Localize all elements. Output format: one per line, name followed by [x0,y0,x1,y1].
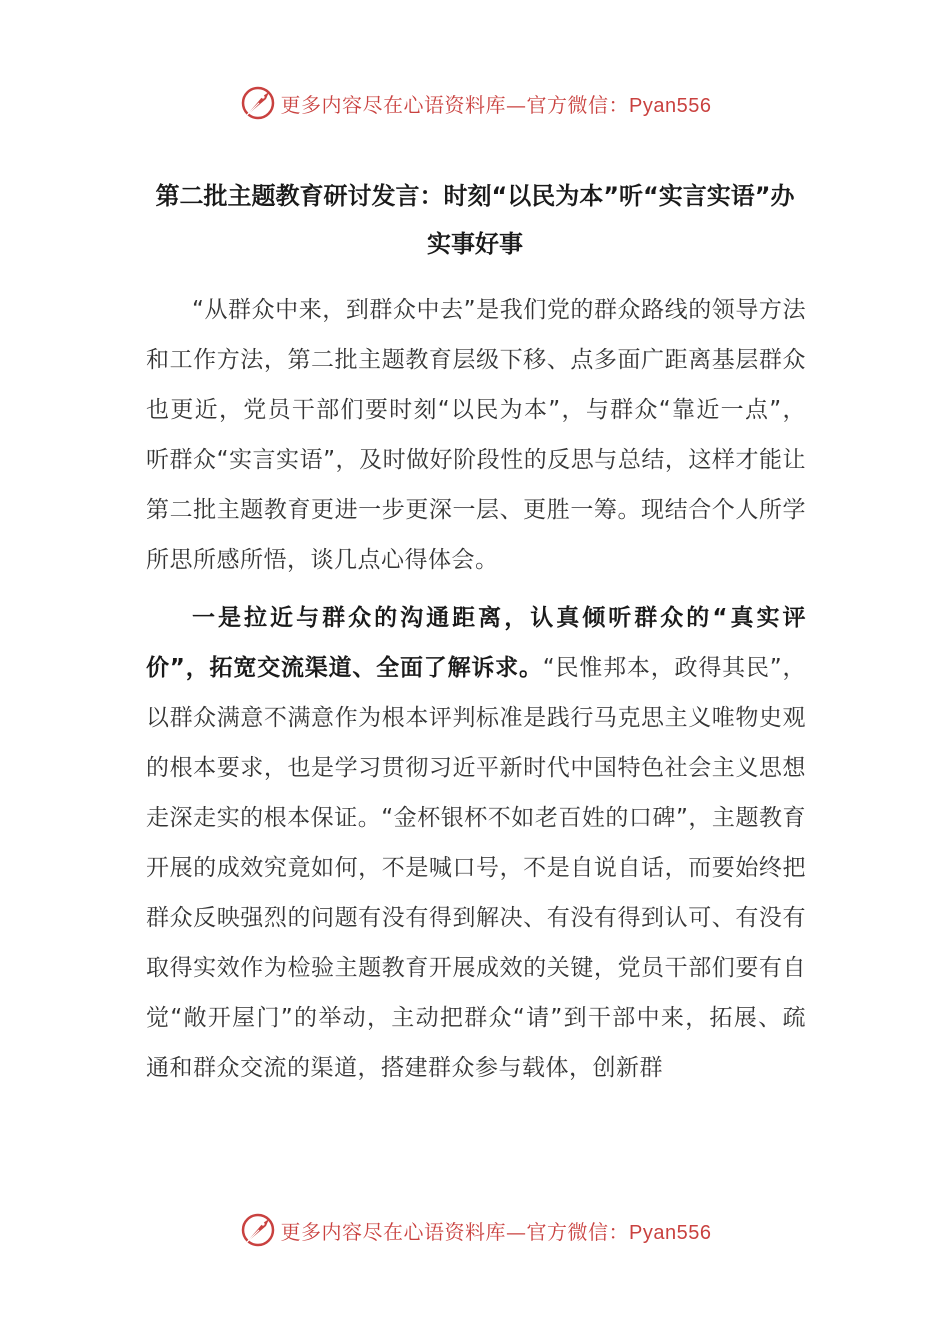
pen-nib-logo-icon [239,84,277,122]
paragraph-text: “从群众中来，到群众中去”是我们党的群众路线的领导方法和工作方法，第二批主题教育层级下移、点多面广距离基层群众也更近，党员干部们要时刻“以民为本”，与群众“靠近一点”，听群众“实言实语”，及时做好阶段性的反思与总结，这样才能让第二批主题教育更进一步更深一层、更胜一筹。现结合个人所学所思所感所悟，谈几点心得体会。 [146,297,806,573]
paragraph-text: “民惟邦本，政得其民”，以群众满意不满意作为根本评判标准是践行马克思主义唯物史观的根本要求，也是学习贯彻习近平新时代中国特色社会主义思想走深走实的根本保证。“金杯银杯不如老百姓的口碑”，主题教育开展的成效究竟如何，不是喊口号，不是自说自话，而要始终把群众反映强烈的问题有没有得到解决、有没有得到认可、有没有取得实效作为检验主题教育开展成效的关键，党员干部们要有自觉“敞开屋门”的举动，主动把群众“请”到干部中来，拓展、疏通和群众交流的渠道，搭建群众参与载体，创新群 [146,655,806,1081]
paragraph-point-one [146,593,806,1093]
watermark-text: 更多内容尽在心语资料库—官方微信：Pyan556 [280,1219,712,1244]
document-title: 第二批主题教育研讨发言：时刻“以民为本”听“实言实语”办实事好事 [155,182,795,258]
document-body [146,285,806,1093]
paragraph-intro [146,285,806,585]
watermark-header [0,83,950,123]
paragraph-lead: 一是拉近与群众的沟通距离，认真倾听群众的“真实评价”，拓宽交流渠道、全面了解诉求。 [146,605,806,681]
watermark-text: 更多内容尽在心语资料库—官方微信：Pyan556 [280,92,712,117]
pen-nib-logo-icon [239,1211,277,1249]
watermark-footer [0,1210,950,1250]
